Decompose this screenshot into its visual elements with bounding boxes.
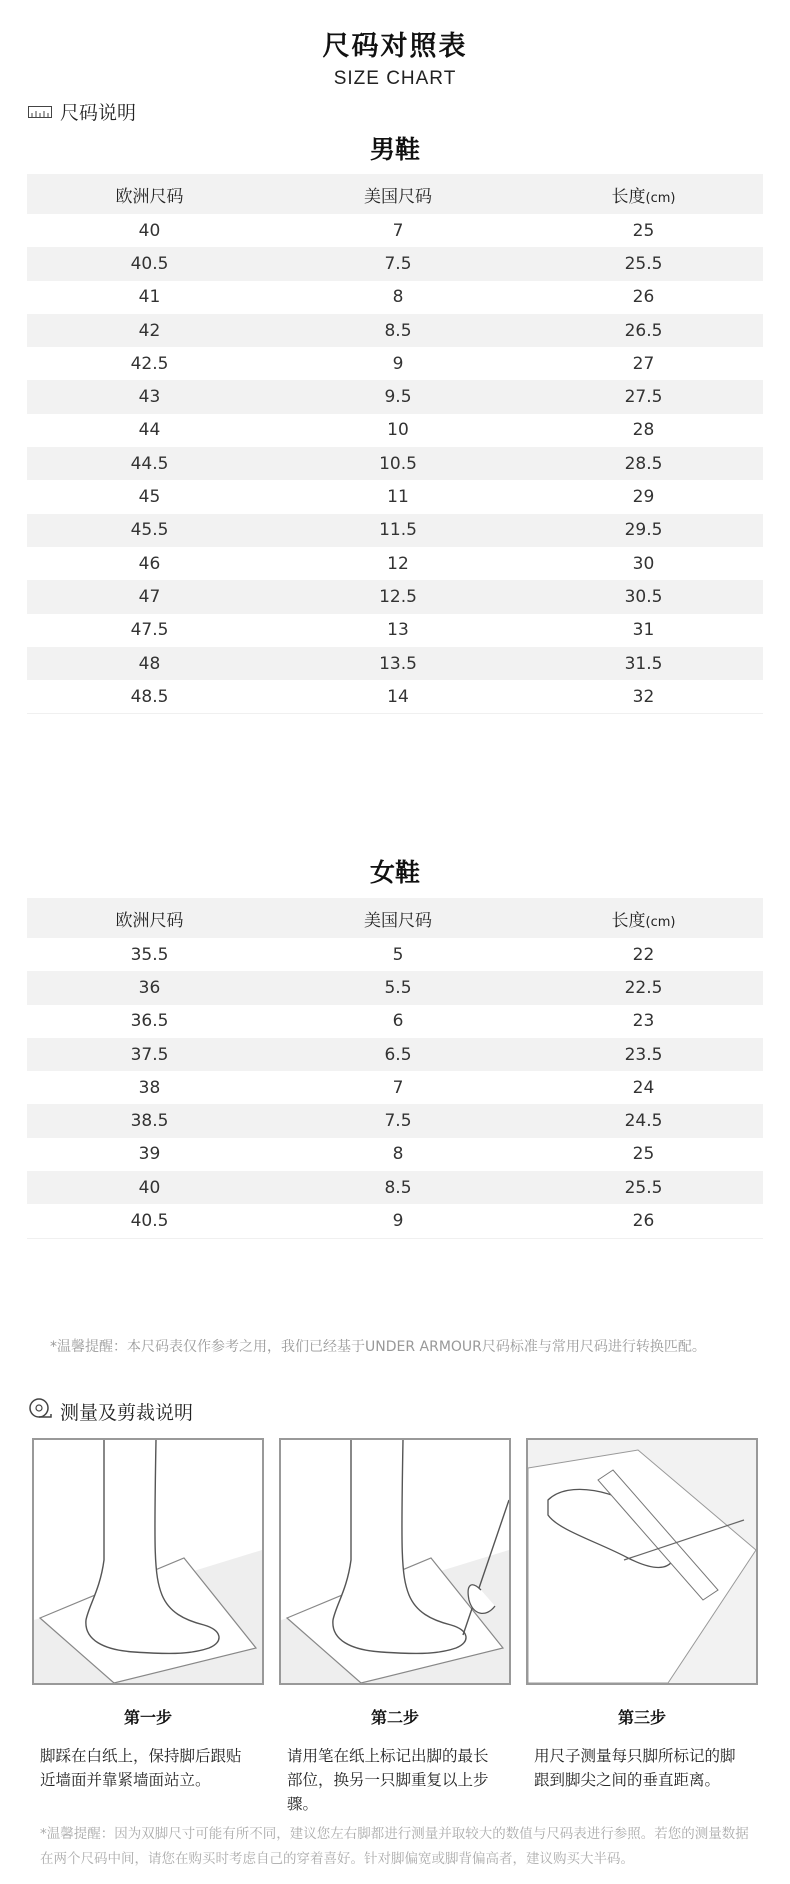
step-1 <box>32 1438 264 1816</box>
step-2-image <box>279 1438 511 1685</box>
table-header-row <box>27 898 763 938</box>
table-cell: 7.5 <box>384 253 412 274</box>
unit-label: (cm) <box>645 190 676 206</box>
table-cell: 36 <box>138 977 161 998</box>
step-1-image <box>32 1438 264 1685</box>
measure-section-label: 测量及剪裁说明 <box>60 1402 194 1424</box>
table-header-cell: 美国尺码 <box>364 910 432 931</box>
women-size-table <box>27 898 763 1239</box>
table-cell: 27.5 <box>624 387 663 408</box>
table-cell: 11 <box>387 487 409 508</box>
table-cell: 9 <box>392 1211 404 1232</box>
table-row <box>27 680 763 713</box>
table-cell: 30 <box>632 553 655 574</box>
table-cell: 6 <box>392 1011 404 1032</box>
table-row <box>27 580 763 613</box>
table-divider <box>27 1238 763 1239</box>
women-table-title: 女鞋 <box>369 858 420 887</box>
table-cell: 40.5 <box>130 253 169 274</box>
table-cell: 25.5 <box>624 253 663 274</box>
table-cell: 13.5 <box>379 653 417 674</box>
table-cell: 31 <box>632 620 655 641</box>
table-cell: 7.5 <box>384 1111 412 1132</box>
table-cell: 13 <box>387 620 409 641</box>
table-cell: 31.5 <box>624 653 663 674</box>
table-cell: 26 <box>632 1211 655 1232</box>
table-cell: 10 <box>387 420 409 441</box>
men-size-table <box>27 174 763 714</box>
table-cell: 47.5 <box>130 620 169 641</box>
table-header-cell: 美国尺码 <box>364 186 432 207</box>
table-row <box>27 938 763 971</box>
table-row <box>27 314 763 347</box>
unit-label: (cm) <box>645 914 676 930</box>
table-cell: 44 <box>138 420 161 441</box>
table-header-row <box>27 174 763 214</box>
measure-steps <box>32 1438 758 1816</box>
table-cell: 25 <box>632 1144 655 1165</box>
table-cell: 12 <box>387 553 409 574</box>
table-row <box>27 447 763 480</box>
table-cell: 8.5 <box>384 1177 412 1198</box>
table-row <box>27 1171 763 1204</box>
table-row <box>27 614 763 647</box>
table-cell: 23 <box>632 1011 655 1032</box>
step-2-desc: 请用笔在纸上标记出脚的最长部位，换另一只脚重复以上步骤。 <box>287 1747 489 1813</box>
table-cell: 41 <box>138 287 161 308</box>
table-cell: 38.5 <box>130 1111 169 1132</box>
table-cell: 35.5 <box>130 944 169 965</box>
table-row <box>27 480 763 513</box>
table-row <box>27 1204 763 1237</box>
table-row <box>27 347 763 380</box>
table-cell: 25 <box>632 220 655 241</box>
table-cell: 42 <box>138 320 161 341</box>
table-cell: 46 <box>138 553 161 574</box>
table-cell: 10.5 <box>379 453 417 474</box>
table-row <box>27 547 763 580</box>
table-cell: 29 <box>632 487 655 508</box>
table-cell: 29.5 <box>624 520 663 541</box>
table-row <box>27 971 763 1004</box>
table-cell: 26.5 <box>624 320 663 341</box>
bottom-note: *温馨提醒：因为双脚尺寸可能有所不同，建议您左右脚都进行测量并取较大的数值与尺码表进行参照。若您的测量数据在两个尺码中间，请您在购买时考虑自己的穿着喜好。针对脚偏宽或脚背偏高者，建议购买大半码。 <box>40 1826 749 1867</box>
table-cell: 45 <box>138 487 161 508</box>
table-row <box>27 247 763 280</box>
table-cell: 28.5 <box>624 453 663 474</box>
table-header-cell: 欧洲尺码 <box>115 910 184 931</box>
step-1-desc: 脚踩在白纸上，保持脚后跟贴近墙面并靠紧墙面站立。 <box>40 1747 242 1789</box>
step-2-title: 第二步 <box>370 1708 419 1727</box>
table-cell: 8 <box>392 287 404 308</box>
table-header-cell: 欧洲尺码 <box>115 186 184 207</box>
table-row <box>27 1104 763 1137</box>
table-cell: 48 <box>138 653 161 674</box>
table-header-cell: 长度(cm) <box>611 910 676 931</box>
table-cell: 30.5 <box>624 586 663 607</box>
step-2 <box>279 1438 511 1816</box>
tape-measure-icon <box>28 1398 52 1425</box>
step-1-title: 第一步 <box>123 1708 172 1727</box>
step-3 <box>526 1438 758 1816</box>
table-cell: 5.5 <box>384 977 412 998</box>
table-cell: 36.5 <box>130 1011 169 1032</box>
table-cell: 42.5 <box>130 353 169 374</box>
table-row <box>27 214 763 247</box>
step-3-image <box>526 1438 758 1685</box>
table-cell: 14 <box>387 686 409 707</box>
table-cell: 24.5 <box>624 1111 663 1132</box>
table-row <box>27 1038 763 1071</box>
step-3-title: 第三步 <box>617 1708 666 1727</box>
table-cell: 28 <box>632 420 655 441</box>
table-row <box>27 414 763 447</box>
table-cell: 22.5 <box>624 977 663 998</box>
table-cell: 24 <box>632 1077 655 1098</box>
ruler-icon <box>28 101 52 123</box>
table-cell: 39 <box>138 1144 161 1165</box>
table-row <box>27 647 763 680</box>
table-cell: 23.5 <box>624 1044 663 1065</box>
page-title: 尺码对照表 <box>322 31 468 62</box>
size-note: *温馨提醒：本尺码表仅作参考之用，我们已经基于UNDER ARMOUR尺码标准与常用尺码进行转换匹配。 <box>50 1339 706 1355</box>
table-cell: 7 <box>392 1077 404 1098</box>
table-cell: 37.5 <box>130 1044 169 1065</box>
table-row <box>27 1138 763 1171</box>
table-cell: 25.5 <box>624 1177 663 1198</box>
table-row <box>27 1071 763 1104</box>
table-cell: 5 <box>392 944 404 965</box>
table-cell: 47 <box>138 586 161 607</box>
table-cell: 7 <box>392 220 404 241</box>
table-row <box>27 281 763 314</box>
table-row <box>27 1005 763 1038</box>
table-row <box>27 380 763 413</box>
table-divider <box>27 713 763 714</box>
page-subtitle: SIZE CHART <box>333 68 457 89</box>
table-cell: 22 <box>632 944 655 965</box>
table-cell: 48.5 <box>130 686 169 707</box>
table-cell: 9.5 <box>384 387 412 408</box>
table-header-cell: 长度(cm) <box>611 186 676 207</box>
table-cell: 44.5 <box>130 453 169 474</box>
size-section-header <box>28 98 136 125</box>
table-cell: 38 <box>138 1077 161 1098</box>
table-cell: 8.5 <box>384 320 412 341</box>
table-cell: 40 <box>138 1177 161 1198</box>
table-cell: 12.5 <box>379 586 417 607</box>
table-cell: 6.5 <box>384 1044 412 1065</box>
men-table-title: 男鞋 <box>369 135 420 164</box>
table-row <box>27 514 763 547</box>
measure-section-header <box>28 1398 193 1425</box>
step-3-desc: 用尺子测量每只脚所标记的脚跟到脚尖之间的垂直距离。 <box>534 1747 736 1789</box>
table-cell: 8 <box>392 1144 404 1165</box>
table-cell: 45.5 <box>130 520 169 541</box>
table-cell: 27 <box>632 353 655 374</box>
table-cell: 26 <box>632 287 655 308</box>
table-cell: 40.5 <box>130 1211 169 1232</box>
table-cell: 32 <box>632 686 655 707</box>
table-cell: 40 <box>138 220 161 241</box>
table-cell: 9 <box>392 353 404 374</box>
size-section-label: 尺码说明 <box>60 102 137 124</box>
table-cell: 11.5 <box>379 520 417 541</box>
table-cell: 43 <box>138 387 161 408</box>
